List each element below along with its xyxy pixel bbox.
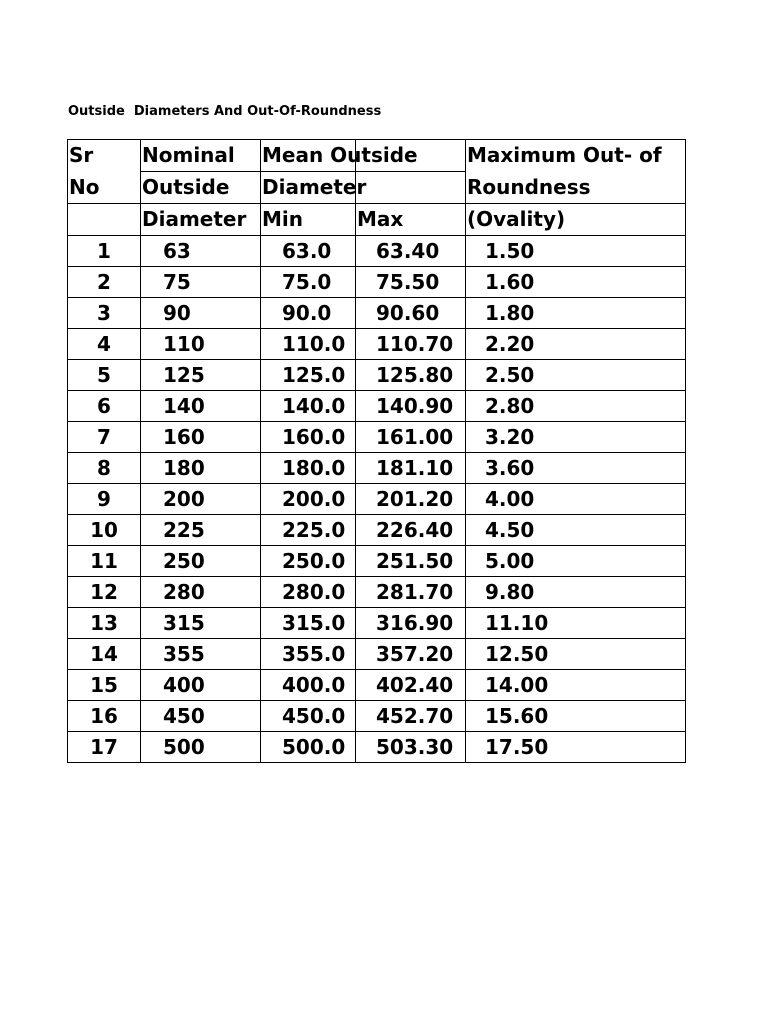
nominal-cell: 355 [141,639,261,670]
max-cell: 226.40 [356,515,466,546]
table-row [68,267,686,298]
sr-cell: 17 [68,732,141,763]
nominal-cell: 200 [141,484,261,515]
ovality-cell: 12.50 [466,639,686,670]
max-cell: 281.70 [356,577,466,608]
min-cell: 110.0 [261,329,356,360]
sr-cell: 4 [68,329,141,360]
header-nominal-diameter: Diameter [141,204,261,236]
table-row [68,422,686,453]
max-cell: 161.00 [356,422,466,453]
sr-cell: 13 [68,608,141,639]
header-roundness: Roundness [466,172,686,204]
ovality-cell: 1.60 [466,267,686,298]
max-cell: 110.70 [356,329,466,360]
max-cell: 125.80 [356,360,466,391]
header-nominal: Nominal [141,140,261,172]
table-row [68,732,686,763]
table-row [68,515,686,546]
min-cell: 450.0 [261,701,356,732]
min-cell: 280.0 [261,577,356,608]
sr-cell: 3 [68,298,141,329]
ovality-cell: 4.00 [466,484,686,515]
sr-cell: 8 [68,453,141,484]
ovality-cell: 15.60 [466,701,686,732]
ovality-cell: 5.00 [466,546,686,577]
sr-cell: 6 [68,391,141,422]
header-blank [68,204,141,236]
header-row-1 [68,140,686,172]
nominal-cell: 280 [141,577,261,608]
table-row [68,639,686,670]
max-cell: 201.20 [356,484,466,515]
ovality-cell: 2.80 [466,391,686,422]
table-row [68,608,686,639]
nominal-cell: 315 [141,608,261,639]
nominal-cell: 500 [141,732,261,763]
table-row [68,298,686,329]
min-cell: 250.0 [261,546,356,577]
table-row [68,236,686,267]
header-mean-outside: Mean Outside [261,140,356,172]
nominal-cell: 400 [141,670,261,701]
sr-cell: 12 [68,577,141,608]
header-ovality: (Ovality) [466,204,686,236]
ovality-cell: 1.50 [466,236,686,267]
max-cell: 181.10 [356,453,466,484]
min-cell: 315.0 [261,608,356,639]
table-row [68,453,686,484]
min-cell: 63.0 [261,236,356,267]
table-row [68,577,686,608]
min-cell: 200.0 [261,484,356,515]
min-cell: 75.0 [261,267,356,298]
table-row [68,701,686,732]
nominal-cell: 225 [141,515,261,546]
table-row [68,360,686,391]
sr-cell: 15 [68,670,141,701]
header-row-2 [68,172,686,204]
sr-cell: 14 [68,639,141,670]
max-cell: 251.50 [356,546,466,577]
max-cell: 140.90 [356,391,466,422]
sr-cell: 2 [68,267,141,298]
ovality-cell: 1.80 [466,298,686,329]
sr-cell: 5 [68,360,141,391]
max-cell: 357.20 [356,639,466,670]
ovality-cell: 4.50 [466,515,686,546]
ovality-cell: 3.20 [466,422,686,453]
min-cell: 355.0 [261,639,356,670]
table-row [68,670,686,701]
min-cell: 140.0 [261,391,356,422]
ovality-cell: 11.10 [466,608,686,639]
nominal-cell: 160 [141,422,261,453]
ovality-cell: 14.00 [466,670,686,701]
nominal-cell: 90 [141,298,261,329]
max-cell: 316.90 [356,608,466,639]
max-cell: 402.40 [356,670,466,701]
table-row [68,391,686,422]
min-cell: 180.0 [261,453,356,484]
ovality-cell: 2.50 [466,360,686,391]
max-cell: 452.70 [356,701,466,732]
document-title: Outside Diameters And Out-Of-Roundness [68,104,382,119]
header-diameter: Diameter [261,172,356,204]
ovality-cell: 9.80 [466,577,686,608]
header-min: Min [261,204,356,236]
header-max-out-of: Maximum Out- of [466,140,686,172]
min-cell: 225.0 [261,515,356,546]
nominal-cell: 125 [141,360,261,391]
ovality-cell: 3.60 [466,453,686,484]
header-diameter-cont [356,172,466,204]
nominal-cell: 140 [141,391,261,422]
min-cell: 125.0 [261,360,356,391]
nominal-cell: 63 [141,236,261,267]
max-cell: 90.60 [356,298,466,329]
ovality-cell: 2.20 [466,329,686,360]
min-cell: 90.0 [261,298,356,329]
sr-cell: 9 [68,484,141,515]
nominal-cell: 250 [141,546,261,577]
ovality-cell: 17.50 [466,732,686,763]
nominal-cell: 110 [141,329,261,360]
min-cell: 500.0 [261,732,356,763]
header-no: No [68,172,141,204]
max-cell: 503.30 [356,732,466,763]
max-cell: 75.50 [356,267,466,298]
min-cell: 400.0 [261,670,356,701]
min-cell: 160.0 [261,422,356,453]
header-sr: Sr [68,140,141,172]
sr-cell: 16 [68,701,141,732]
table-row [68,329,686,360]
header-outside: Outside [141,172,261,204]
max-cell: 63.40 [356,236,466,267]
sr-cell: 11 [68,546,141,577]
table-row [68,484,686,515]
nominal-cell: 75 [141,267,261,298]
sr-cell: 7 [68,422,141,453]
table-row [68,546,686,577]
outside-diameter-table [67,139,686,763]
sr-cell: 1 [68,236,141,267]
nominal-cell: 450 [141,701,261,732]
header-max: Max [356,204,466,236]
nominal-cell: 180 [141,453,261,484]
sr-cell: 10 [68,515,141,546]
header-row-3 [68,204,686,236]
